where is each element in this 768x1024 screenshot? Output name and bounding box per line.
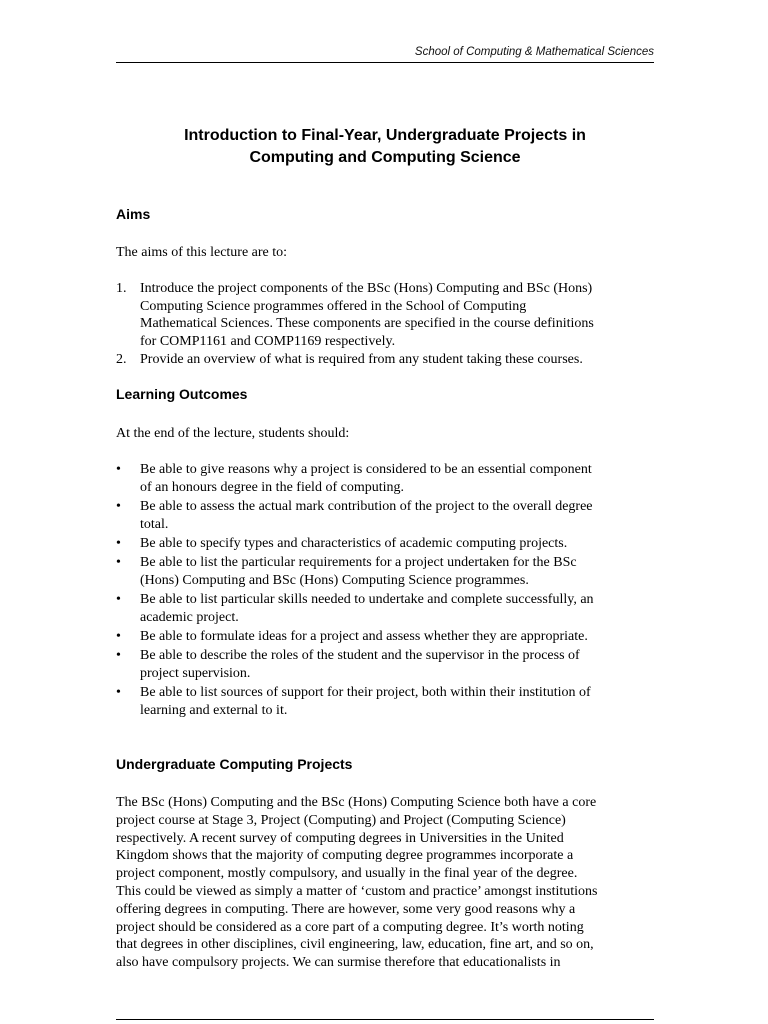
- text-line: (Hons) Computing and BSc (Hons) Computing Science programmes.: [140, 572, 529, 588]
- text-line: project course at Stage 3, Project (Computing) and Project (Computing Science): [116, 812, 566, 828]
- text-line: learning and external to it.: [140, 702, 288, 718]
- outcome-item: [116, 591, 654, 626]
- text-line: The BSc (Hons) Computing and the BSc (Hons) Computing Science both have a core: [116, 795, 597, 810]
- learning-outcomes-list: [116, 461, 654, 721]
- aims-intro: The aims of this lecture are to:: [116, 245, 288, 260]
- bullet-icon: •: [116, 462, 121, 477]
- undergraduate-projects-heading: Undergraduate Computing Projects: [116, 756, 353, 772]
- bullet-icon: •: [116, 684, 121, 700]
- aims-list-item: [116, 280, 654, 351]
- learning-outcomes-heading: Learning Outcomes: [116, 386, 248, 402]
- bullet-icon: •: [116, 628, 121, 644]
- bullet-icon: •: [116, 648, 121, 664]
- outcome-item: [116, 647, 654, 682]
- text-line: Introduce the project components of the BSc (Hons) Computing and BSc (Hons): [140, 281, 593, 296]
- outcome-item: [116, 684, 654, 719]
- title-line-1: Introduction to Final-Year, Undergraduate Projects in: [184, 127, 586, 144]
- text-line: Be able to give reasons why a project is considered to be an essential component: [140, 462, 592, 477]
- text-line: respectively. A recent survey of computing degrees in Universities in the United: [116, 830, 564, 846]
- text-line: Be able to describe the roles of the student and the supervisor in the process of: [140, 648, 580, 664]
- title-line-2: Computing and Computing Science: [249, 149, 521, 166]
- text-line: Computing Science programmes offered in the School of Computing: [140, 298, 527, 314]
- text-line: project component, mostly compulsory, and usually in the final year of the degree.: [116, 866, 578, 882]
- text-line: offering degrees in computing. There are however, some very good reasons why a: [116, 901, 576, 917]
- bullet-icon: •: [116, 498, 121, 514]
- text-line: Be able to specify types and characteristics of academic computing projects.: [140, 535, 568, 551]
- text-line: This could be viewed as simply a matter of ‘custom and practice’ amongst institutions: [116, 883, 598, 899]
- outcome-item: [116, 461, 654, 496]
- text-line: project should be considered as a core part of a computing degree. It’s worth noting: [116, 919, 584, 935]
- text-line: also have compulsory projects. We can surmise therefore that educationalists in: [116, 955, 561, 971]
- text-line: Be able to list the particular requirements for a project undertaken for the BSc: [140, 555, 577, 571]
- list-number: 1.: [116, 281, 127, 296]
- running-header: School of Computing & Mathematical Sciences: [414, 46, 654, 58]
- text-line: Be able to list particular skills needed to undertake and complete successfully, an: [140, 591, 594, 607]
- aims-list-item: [116, 351, 654, 369]
- text-line: Be able to formulate ideas for a project and assess whether they are appropriate.: [140, 628, 588, 644]
- text-line: Be able to assess the actual mark contribution of the project to the overall degree: [140, 498, 593, 514]
- text-line: that degrees in other disciplines, civil engineering, law, education, fine art, and so on,: [116, 937, 594, 953]
- footer-rule: [116, 1019, 654, 1020]
- list-number: 2.: [116, 351, 127, 367]
- outcome-item: [116, 498, 654, 533]
- text-line: Mathematical Sciences. These components are specified in the course definitions: [140, 316, 594, 332]
- outcome-item: [116, 535, 654, 553]
- text-line: project supervision.: [140, 665, 251, 681]
- outcome-item: [116, 628, 654, 646]
- text-line: for COMP1161 and COMP1169 respectively.: [140, 334, 396, 350]
- text-line: total.: [140, 516, 169, 532]
- text-line: Provide an overview of what is required from any student taking these courses.: [140, 351, 583, 367]
- aims-heading: Aims: [116, 206, 151, 222]
- undergraduate-projects-paragraph: [116, 794, 654, 972]
- text-line: academic project.: [140, 609, 239, 625]
- bullet-icon: •: [116, 555, 121, 571]
- learning-outcomes-intro: At the end of the lecture, students should:: [116, 426, 350, 441]
- bullet-icon: •: [116, 535, 121, 551]
- header-rule: [116, 62, 654, 63]
- text-line: of an honours degree in the field of computing.: [140, 479, 404, 495]
- text-line: Kingdom shows that the majority of computing degree programmes incorporate a: [116, 848, 574, 864]
- document-title: [116, 125, 654, 169]
- text-line: Be able to list sources of support for their project, both within their institution of: [140, 684, 591, 700]
- outcome-item: [116, 554, 654, 589]
- aims-list: [116, 280, 654, 369]
- bullet-icon: •: [116, 591, 121, 607]
